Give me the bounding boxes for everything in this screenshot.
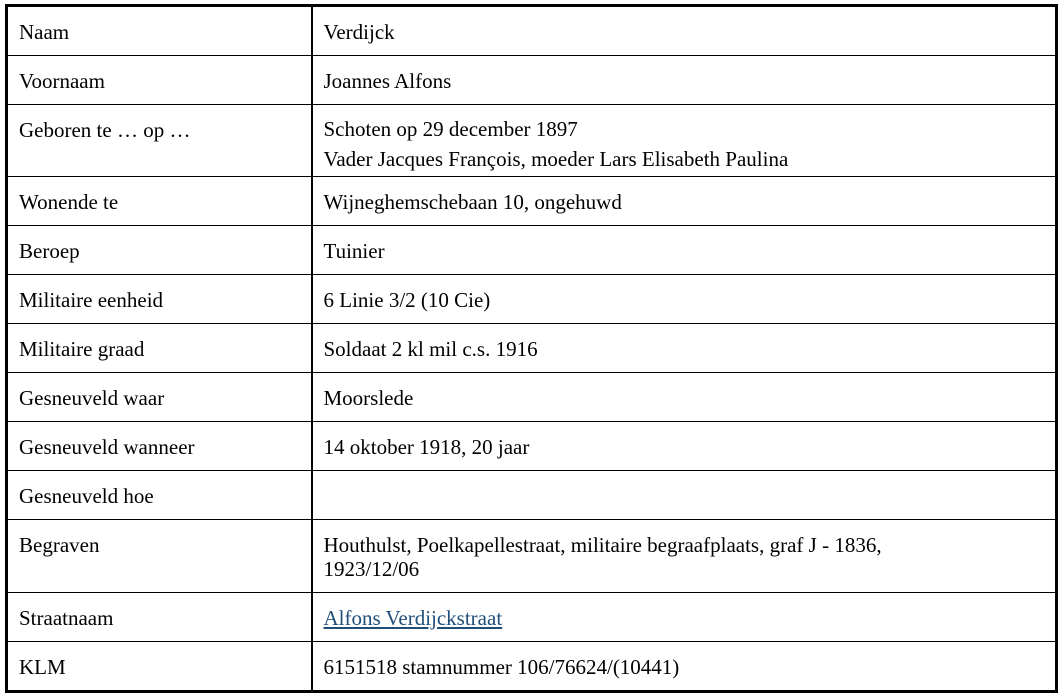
person-record-table	[5, 4, 1058, 693]
value-begraven	[312, 520, 1057, 593]
row-gesneuveld-wanneer	[7, 422, 1057, 471]
row-geboren	[7, 105, 1057, 177]
label-militaire-eenheid: Militaire eenheid	[7, 275, 312, 324]
value-wonende-text: Wijneghemschebaan 10, ongehuwd	[323, 190, 622, 214]
row-militaire-eenheid	[7, 275, 1057, 324]
label-gesneuveld-wanneer: Gesneuveld wanneer	[7, 422, 312, 471]
label-begraven: Begraven	[7, 520, 312, 593]
label-geboren: Geboren te … op …	[7, 105, 312, 177]
row-straatnaam	[7, 593, 1057, 642]
value-begraven-date: 1923/12/06	[323, 557, 420, 581]
row-gesneuveld-waar	[7, 373, 1057, 422]
label-wonende: Wonende te	[7, 177, 312, 226]
row-gesneuveld-hoe	[7, 471, 1057, 520]
row-beroep	[7, 226, 1057, 275]
value-wonende	[312, 177, 1057, 226]
label-klm: KLM	[7, 642, 312, 692]
label-beroep: Beroep	[7, 226, 312, 275]
row-klm	[7, 642, 1057, 692]
value-voornaam-text: Joannes Alfons	[323, 69, 452, 93]
value-klm	[312, 642, 1057, 692]
value-gesneuveld-wanneer	[312, 422, 1057, 471]
label-naam: Naam	[7, 6, 312, 56]
value-beroep	[312, 226, 1057, 275]
label-gesneuveld-hoe: Gesneuveld hoe	[7, 471, 312, 520]
street-name-link[interactable]: Alfons Verdijckstraat	[323, 606, 503, 630]
value-gesneuveld-waar	[312, 373, 1057, 422]
value-militaire-eenheid	[312, 275, 1057, 324]
label-gesneuveld-waar: Gesneuveld waar	[7, 373, 312, 422]
label-militaire-graad: Militaire graad	[7, 324, 312, 373]
value-naam-text: Verdijck	[323, 20, 395, 44]
value-geboren-parents: Vader Jacques François, moeder Lars Elisabeth Paulina	[323, 147, 789, 171]
value-beroep-text: Tuinier	[323, 239, 385, 263]
value-begraven-location: Houthulst, Poelkapellestraat, militaire begraafplaats, graf J - 1836,	[323, 533, 882, 557]
label-straatnaam: Straatnaam	[7, 593, 312, 642]
value-geboren	[312, 105, 1057, 177]
row-militaire-graad	[7, 324, 1057, 373]
value-gesneuveld-wanneer-text: 14 oktober 1918, 20 jaar	[323, 435, 530, 459]
value-geboren-place-date: Schoten op 29 december 1897	[323, 117, 578, 141]
value-militaire-graad	[312, 324, 1057, 373]
value-militaire-graad-text: Soldaat 2 kl mil c.s. 1916	[323, 337, 538, 361]
value-klm-text: 6151518 stamnummer 106/76624/(10441)	[323, 655, 680, 679]
value-militaire-eenheid-text: 6 Linie 3/2 (10 Cie)	[323, 288, 491, 312]
value-gesneuveld-hoe	[312, 471, 1057, 520]
row-naam	[7, 6, 1057, 56]
value-straatnaam	[312, 593, 1057, 642]
value-naam	[312, 6, 1057, 56]
row-voornaam	[7, 56, 1057, 105]
row-wonende	[7, 177, 1057, 226]
value-gesneuveld-waar-text: Moorslede	[323, 386, 414, 410]
label-voornaam: Voornaam	[7, 56, 312, 105]
row-begraven	[7, 520, 1057, 593]
value-voornaam	[312, 56, 1057, 105]
